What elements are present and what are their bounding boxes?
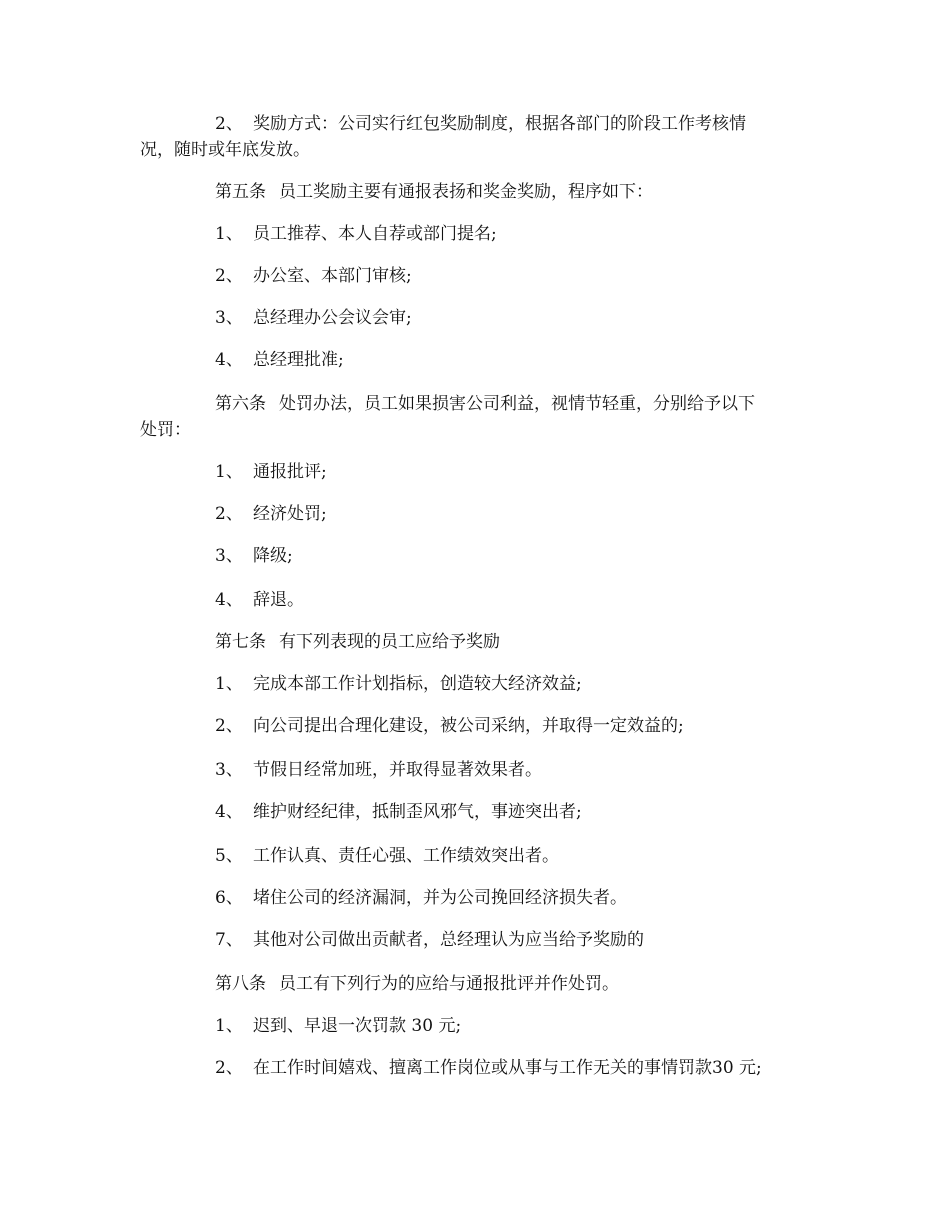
item-number: 2、 <box>215 504 243 524</box>
item-text: 况，随时或年底发放。 <box>140 140 310 160</box>
item-number: 7、 <box>215 930 243 950</box>
item-text: 员工推荐、本人自荐或部门提名; <box>253 224 497 244</box>
article-7-heading <box>215 632 500 652</box>
article-6-heading-line-1 <box>215 394 755 414</box>
article-8-heading <box>215 974 619 994</box>
item-text: 通报批评; <box>253 462 327 482</box>
item-text: 节假日经常加班，并取得显著效果者。 <box>253 760 542 780</box>
item-text: 辞退。 <box>253 590 304 610</box>
item-number: 3、 <box>215 760 243 780</box>
item-number: 3、 <box>215 546 243 566</box>
article-text: 处罚： <box>140 420 191 440</box>
article-6-heading-line-2 <box>140 420 191 440</box>
item-number: 5、 <box>215 846 243 866</box>
item-number: 2、 <box>215 114 243 134</box>
article-6-item <box>215 546 293 566</box>
article-8-item <box>215 1016 461 1036</box>
article-7-item <box>215 846 559 866</box>
article-5-heading <box>215 182 653 202</box>
item-number: 2、 <box>215 716 243 736</box>
item-number: 1、 <box>215 1016 243 1036</box>
item-number: 4、 <box>215 590 243 610</box>
article-6-item <box>215 504 327 524</box>
reward-method-line-2 <box>140 140 310 160</box>
article-label: 第五条 <box>215 182 266 202</box>
item-text: 办公室、本部门审核; <box>253 266 412 286</box>
article-5-item <box>215 350 344 370</box>
item-text: 经济处罚; <box>253 504 327 524</box>
item-text: 降级; <box>253 546 293 566</box>
item-number: 1、 <box>215 674 243 694</box>
item-text: 完成本部工作计划指标，创造较大经济效益; <box>253 674 582 694</box>
item-text: 工作认真、责任心强、工作绩效突出者。 <box>253 846 559 866</box>
item-text: 总经理办公会议会审; <box>253 308 412 328</box>
article-label: 第七条 <box>215 632 266 652</box>
item-text: 迟到、早退一次罚款 30 元; <box>253 1016 462 1036</box>
item-number: 1、 <box>215 462 243 482</box>
item-number: 6、 <box>215 888 243 908</box>
article-7-item <box>215 802 582 822</box>
reward-method-line-1 <box>215 114 746 134</box>
item-text: 维护财经纪律，抵制歪风邪气，事迹突出者; <box>253 802 582 822</box>
article-7-item <box>215 888 627 908</box>
item-text: 奖励方式：公司实行红包奖励制度，根据各部门的阶段工作考核情 <box>253 114 746 134</box>
article-text: 员工有下列行为的应给与通报批评并作处罚。 <box>279 974 619 994</box>
item-text: 在工作时间嬉戏、擅离工作岗位或从事与工作无关的事情罚款30 元; <box>253 1058 762 1078</box>
item-text: 其他对公司做出贡献者，总经理认为应当给予奖励的 <box>253 930 644 950</box>
item-number: 2、 <box>215 266 243 286</box>
item-number: 3、 <box>215 308 243 328</box>
item-number: 1、 <box>215 224 243 244</box>
article-8-item <box>215 1058 762 1078</box>
article-text: 有下列表现的员工应给予奖励 <box>279 632 500 652</box>
article-label: 第八条 <box>215 974 266 994</box>
article-label: 第六条 <box>215 394 266 414</box>
article-text: 处罚办法，员工如果损害公司利益，视情节轻重，分别给予以下 <box>279 394 755 414</box>
article-6-item <box>215 462 327 482</box>
article-text: 员工奖励主要有通报表扬和奖金奖励，程序如下： <box>279 182 653 202</box>
item-number: 4、 <box>215 350 243 370</box>
article-6-item <box>215 590 304 610</box>
article-5-item <box>215 224 497 244</box>
article-5-item <box>215 308 412 328</box>
article-5-item <box>215 266 412 286</box>
item-text: 向公司提出合理化建设，被公司采纳，并取得一定效益的; <box>253 716 684 736</box>
article-7-item <box>215 930 644 950</box>
item-number: 4、 <box>215 802 243 822</box>
article-7-item <box>215 760 542 780</box>
item-text: 总经理批准; <box>253 350 344 370</box>
article-7-item <box>215 674 582 694</box>
item-number: 2、 <box>215 1058 243 1078</box>
item-text: 堵住公司的经济漏洞，并为公司挽回经济损失者。 <box>253 888 627 908</box>
article-7-item <box>215 716 684 736</box>
